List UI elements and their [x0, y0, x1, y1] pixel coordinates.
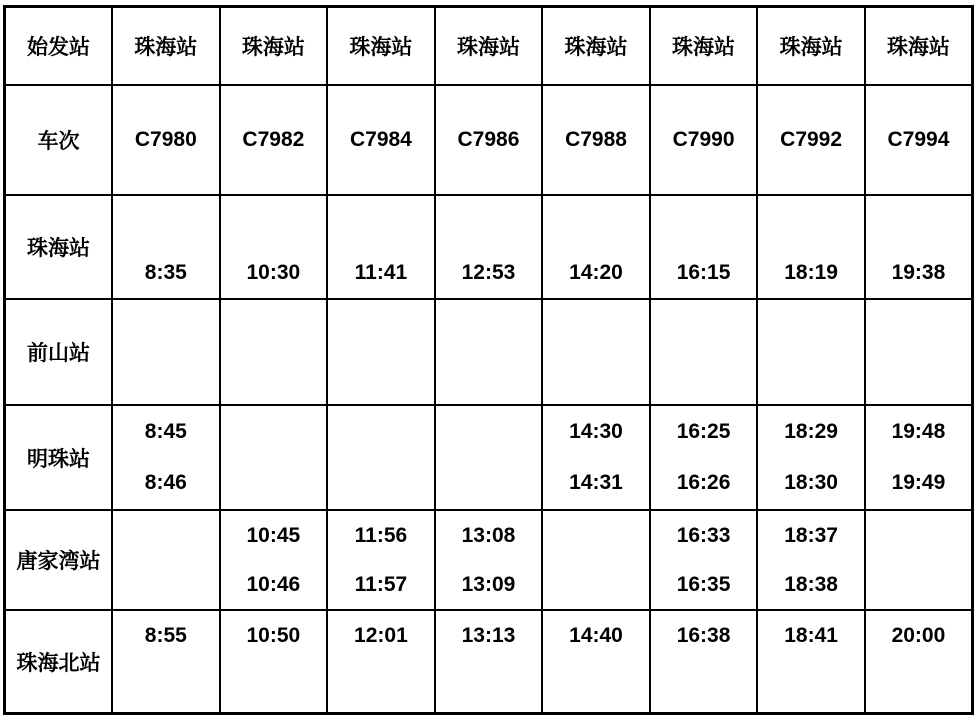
- time-cell: [757, 299, 865, 405]
- arrive-time: [543, 511, 649, 560]
- arrive-time: 14:40: [569, 624, 623, 647]
- arrive-time: [758, 300, 864, 352]
- time-cell: [112, 610, 220, 714]
- origin-station-cell: 珠海站: [327, 7, 435, 86]
- train-number-cell: C7982: [220, 85, 328, 195]
- depart-time: [328, 661, 434, 711]
- depart-time: 13:09: [461, 572, 516, 596]
- depart-time: 10:30: [246, 260, 301, 284]
- station-row-tangjiawan: [5, 510, 973, 610]
- time-cell: [542, 299, 650, 405]
- depart-time: [436, 661, 542, 711]
- time-cell: [220, 405, 328, 510]
- train-number-cell: C7994: [865, 85, 973, 195]
- depart-time: 16:35: [676, 572, 731, 596]
- train-number-cell: C7986: [435, 85, 543, 195]
- time-cell: [435, 610, 543, 714]
- time-cell: [220, 610, 328, 714]
- arrive-time: [113, 196, 219, 247]
- arrive-time: 16:25: [676, 419, 731, 443]
- arrive-time: 12:01: [354, 624, 408, 647]
- depart-time: 12:53: [461, 260, 516, 284]
- station-row-qianshan: [5, 299, 973, 405]
- time-cell: [650, 405, 758, 510]
- depart-time: [221, 661, 327, 711]
- time-cell: [757, 510, 865, 610]
- arrive-time: [866, 196, 971, 247]
- train-number-row: [5, 85, 973, 195]
- depart-time: [758, 661, 864, 711]
- arrive-time: [758, 196, 864, 247]
- depart-time: 16:26: [676, 470, 731, 494]
- time-cell: [327, 510, 435, 610]
- depart-time: 14:31: [569, 470, 623, 494]
- arrive-time: [328, 300, 434, 352]
- arrive-time: [866, 511, 971, 560]
- time-cell: [112, 299, 220, 405]
- station-name-cell: 珠海北站: [5, 610, 113, 714]
- station-row-zhuhaibei: [5, 610, 973, 714]
- time-cell: [327, 299, 435, 405]
- origin-station-cell: 珠海站: [220, 7, 328, 86]
- arrive-time: [651, 300, 757, 352]
- depart-time: 14:20: [569, 260, 623, 284]
- time-cell: [757, 405, 865, 510]
- station-row-zhuhai: [5, 195, 973, 299]
- time-cell: [865, 299, 973, 405]
- time-cell: [542, 510, 650, 610]
- origin-station-cell: 珠海站: [757, 7, 865, 86]
- origin-station-cell: 珠海站: [542, 7, 650, 86]
- depart-time: [651, 352, 757, 404]
- arrive-time: [436, 300, 542, 352]
- depart-time: [651, 661, 757, 711]
- origin-label-cell: 始发站: [5, 7, 113, 86]
- depart-time: 10:46: [246, 572, 301, 596]
- arrive-time: 10:45: [246, 523, 301, 547]
- depart-time: [543, 661, 649, 711]
- train-number-cell: C7984: [327, 85, 435, 195]
- depart-time: [866, 560, 971, 609]
- time-cell: [757, 610, 865, 714]
- arrive-time: [221, 406, 327, 457]
- origin-station-cell: 珠海站: [865, 7, 973, 86]
- arrive-time: [328, 406, 434, 457]
- origin-station-cell: 珠海站: [435, 7, 543, 86]
- depart-time: 19:49: [891, 470, 946, 494]
- arrive-time: 8:45: [144, 419, 187, 443]
- time-cell: [757, 195, 865, 299]
- arrive-time: [866, 300, 971, 352]
- time-cell: [112, 195, 220, 299]
- time-cell: [542, 610, 650, 714]
- depart-time: [221, 457, 327, 508]
- time-cell: [542, 405, 650, 510]
- depart-time: [866, 352, 971, 404]
- train-number-cell: C7980: [112, 85, 220, 195]
- time-cell: [865, 195, 973, 299]
- time-cell: [865, 405, 973, 510]
- arrive-time: [328, 196, 434, 247]
- arrive-time: 16:33: [676, 523, 731, 547]
- arrive-time: [113, 300, 219, 352]
- time-cell: [220, 195, 328, 299]
- depart-time: [328, 457, 434, 508]
- time-cell: [650, 610, 758, 714]
- time-cell: [865, 510, 973, 610]
- train-timetable: [3, 5, 974, 715]
- depart-time: [543, 352, 649, 404]
- depart-time: [436, 457, 542, 508]
- station-row-mingzhu: [5, 405, 973, 510]
- station-name-cell: 明珠站: [5, 405, 113, 510]
- depart-time: [113, 560, 219, 609]
- time-cell: [435, 195, 543, 299]
- arrive-time: 19:48: [891, 419, 946, 443]
- depart-time: 8:46: [144, 470, 187, 494]
- arrive-time: [651, 196, 757, 247]
- arrive-time: 10:50: [246, 624, 301, 647]
- time-cell: [327, 195, 435, 299]
- depart-time: [328, 352, 434, 404]
- arrive-time: [221, 300, 327, 352]
- train-label-cell: 车次: [5, 85, 113, 195]
- train-number-cell: C7992: [757, 85, 865, 195]
- time-cell: [435, 405, 543, 510]
- station-name-cell: 珠海站: [5, 195, 113, 299]
- arrive-time: [543, 196, 649, 247]
- arrive-time: [543, 300, 649, 352]
- arrive-time: 8:55: [144, 624, 187, 647]
- origin-station-row: [5, 7, 973, 86]
- depart-time: 8:35: [144, 260, 187, 284]
- time-cell: [542, 195, 650, 299]
- time-cell: [650, 510, 758, 610]
- train-number-cell: C7988: [542, 85, 650, 195]
- arrive-time: 13:08: [461, 523, 516, 547]
- time-cell: [650, 299, 758, 405]
- depart-time: [113, 661, 219, 711]
- depart-time: 16:15: [676, 260, 731, 284]
- arrive-time: [436, 406, 542, 457]
- time-cell: [112, 510, 220, 610]
- depart-time: [221, 352, 327, 404]
- arrive-time: 20:00: [891, 624, 946, 647]
- train-number-cell: C7990: [650, 85, 758, 195]
- depart-time: [113, 352, 219, 404]
- depart-time: [436, 352, 542, 404]
- depart-time: [543, 560, 649, 609]
- arrive-time: [221, 196, 327, 247]
- arrive-time: 18:37: [784, 523, 838, 547]
- arrive-time: 14:30: [569, 419, 623, 443]
- time-cell: [327, 405, 435, 510]
- arrive-time: 11:56: [354, 523, 408, 547]
- time-cell: [112, 405, 220, 510]
- time-cell: [220, 299, 328, 405]
- arrive-time: 13:13: [461, 624, 516, 647]
- depart-time: 18:19: [784, 260, 838, 284]
- time-cell: [327, 610, 435, 714]
- arrive-time: 18:29: [784, 419, 838, 443]
- depart-time: [758, 352, 864, 404]
- station-name-cell: 前山站: [5, 299, 113, 405]
- time-cell: [220, 510, 328, 610]
- depart-time: 11:41: [354, 260, 408, 284]
- arrive-time: 16:38: [676, 624, 731, 647]
- depart-time: 11:57: [354, 572, 408, 596]
- time-cell: [435, 510, 543, 610]
- depart-time: 18:38: [784, 572, 838, 596]
- arrive-time: [436, 196, 542, 247]
- depart-time: 18:30: [784, 470, 838, 494]
- arrive-time: [113, 511, 219, 560]
- arrive-time: 18:41: [784, 624, 838, 647]
- origin-station-cell: 珠海站: [650, 7, 758, 86]
- origin-station-cell: 珠海站: [112, 7, 220, 86]
- time-cell: [865, 610, 973, 714]
- station-name-cell: 唐家湾站: [5, 510, 113, 610]
- time-cell: [650, 195, 758, 299]
- time-cell: [435, 299, 543, 405]
- depart-time: [866, 661, 971, 711]
- depart-time: 19:38: [891, 260, 946, 284]
